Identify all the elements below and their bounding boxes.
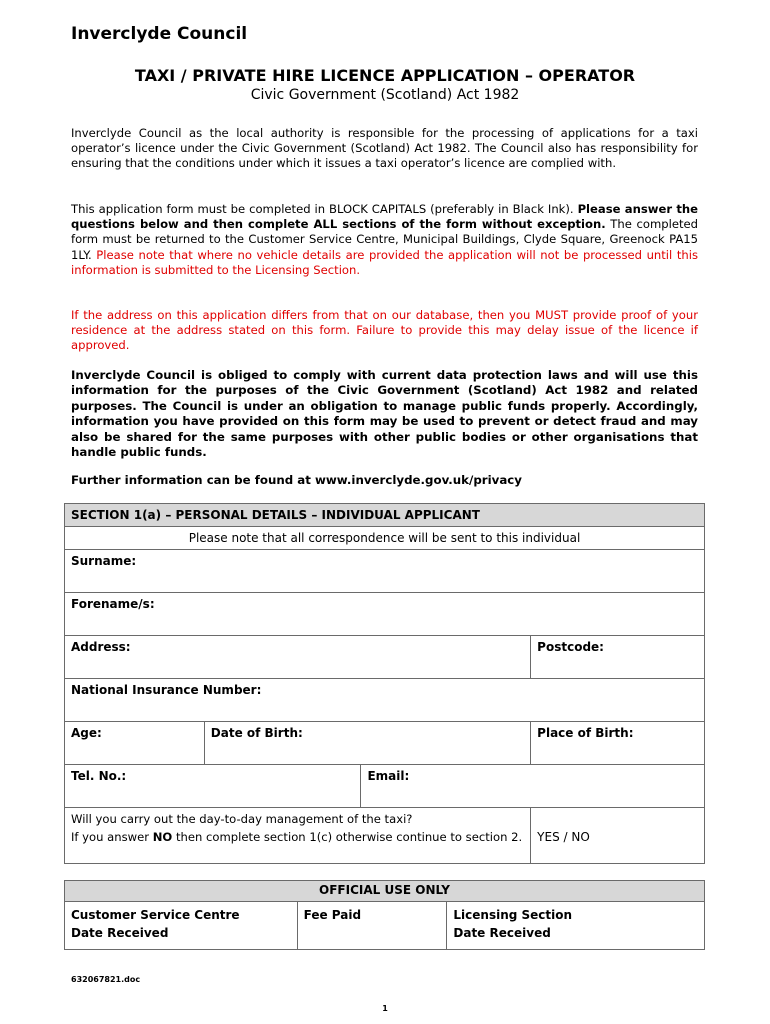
licensing-label: Licensing Section bbox=[453, 908, 573, 922]
csc-label: Customer Service Centre bbox=[71, 908, 240, 922]
section-1a-heading: SECTION 1(a) – PERSONAL DETAILS – INDIVIDUAL APPLICANT bbox=[65, 504, 705, 527]
p2-bold-text: Please answer the questions below and then complete ALL sections of the form without exception. bbox=[71, 202, 698, 232]
csc-date-received bbox=[65, 902, 298, 950]
document-filename: 632067821.doc bbox=[71, 975, 141, 984]
age-field[interactable]: Age: bbox=[65, 722, 205, 765]
privacy-link-paragraph: Further information can be found at www.inverclyde.gov.uk/privacy bbox=[71, 473, 522, 487]
correspondence-note: Please note that all correspondence will be sent to this individual bbox=[65, 527, 705, 550]
form-title: TAXI / PRIVATE HIRE LICENCE APPLICATION – OPERATOR bbox=[134, 66, 636, 85]
licensing-date-received bbox=[447, 902, 705, 950]
instruction-post: then complete section 1(c) otherwise continue to section 2. bbox=[172, 829, 523, 844]
fee-paid-label: Fee Paid bbox=[297, 902, 447, 950]
management-question-text: Will you carry out the day-to-day management of the taxi? bbox=[71, 812, 413, 826]
section-1a-table bbox=[64, 503, 705, 864]
form-subtitle: Civic Government (Scotland) Act 1982 bbox=[250, 87, 520, 103]
intro-paragraph-2 bbox=[71, 202, 698, 278]
yes-no-answer[interactable]: YES / NO bbox=[531, 808, 705, 864]
licensing-date-label: Date Received bbox=[453, 926, 551, 940]
official-use-table bbox=[64, 880, 705, 950]
intro-paragraph-1: Inverclyde Council as the local authority is responsible for the processing of applications for a taxi operator’s licence under the Civic Government (Scotland) Act 1982. The Council also has responsibility for ensuring that the conditions under which it issues a taxi operator’s licence are complied with. bbox=[71, 126, 698, 171]
instruction-pre: If you answer bbox=[71, 829, 153, 844]
instruction-no: NO bbox=[152, 829, 173, 844]
management-question bbox=[65, 808, 531, 864]
data-protection-paragraph: Inverclyde Council is obliged to comply with current data protection laws and will use this information for the purposes of the Civic Government (Scotland) Act 1982 and related purposes. The Council is under an obligation to manage public funds properly. Accordingly, information you have provided on this form may be used to prevent or detect fraud and may also be shared for the same purposes with other public bodies or other organisations that handle public funds. bbox=[71, 368, 698, 460]
email-field[interactable]: Email: bbox=[361, 765, 705, 808]
p2-warning-text: Please note that where no vehicle details are provided the application will not be processed until this information is submitted to the Licensing Section. bbox=[71, 247, 698, 277]
surname-field[interactable]: Surname: bbox=[65, 550, 705, 593]
forenames-field[interactable]: Forename/s: bbox=[65, 593, 705, 636]
tel-field[interactable]: Tel. No.: bbox=[65, 765, 361, 808]
postcode-field[interactable]: Postcode: bbox=[531, 636, 705, 679]
p2-normal-text: This application form must be completed in BLOCK CAPITALS (preferably in Black Ink). bbox=[71, 202, 578, 216]
p2-normal-text-2: The completed form must be returned to the Customer Service Centre, Municipal Buildings, Clyde Square, Greenock PA15 1LY. bbox=[71, 217, 698, 262]
address-field[interactable]: Address: bbox=[65, 636, 531, 679]
address-warning-paragraph: If the address on this application differs from that on our database, then you MUST provide proof of your residence at the address stated on this form. Failure to provide this may delay issue of the licence if approved. bbox=[71, 308, 698, 353]
place-of-birth-field[interactable]: Place of Birth: bbox=[531, 722, 705, 765]
ni-number-field[interactable]: National Insurance Number: bbox=[65, 679, 705, 722]
dob-field[interactable]: Date of Birth: bbox=[204, 722, 530, 765]
management-instruction bbox=[71, 830, 524, 846]
csc-date-label: Date Received bbox=[71, 926, 169, 940]
official-use-heading: OFFICIAL USE ONLY bbox=[65, 881, 705, 902]
page-number: 1 bbox=[382, 1004, 388, 1013]
council-name: Inverclyde Council bbox=[71, 24, 248, 44]
